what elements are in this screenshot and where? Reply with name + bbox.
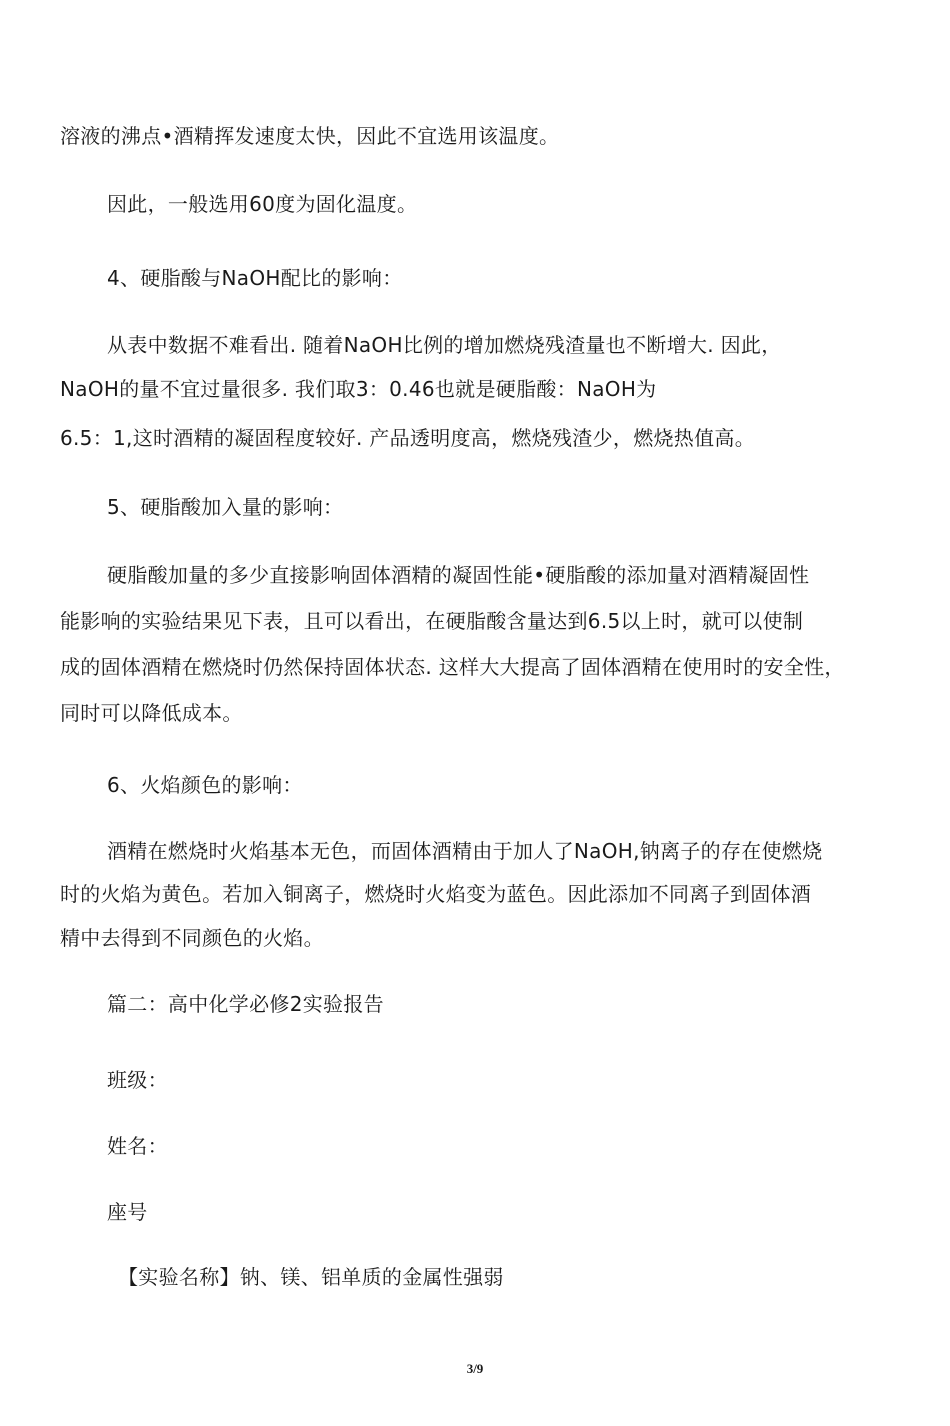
paragraph-line: 溶液的沸点•酒精挥发速度太快，因此不宜选用该温度。: [60, 124, 560, 148]
paragraph-line: NaOH的量不宜过量很多. 我们取3：0.46也就是硬脂酸：NaOH为: [60, 377, 657, 401]
paragraph-line: 同时可以降低成本。: [60, 701, 243, 725]
paragraph-line: 因此，一般选用60度为固化温度。: [107, 192, 418, 216]
section-heading: 4、硬脂酸与NaOH配比的影响：: [107, 266, 403, 290]
part-title: 篇二：高中化学必修2实验报告: [107, 992, 384, 1016]
section-heading: 5、硬脂酸加入量的影响：: [107, 495, 344, 519]
page-number: 3/9: [466, 1361, 484, 1376]
section-heading: 6、火焰颜色的影响：: [107, 773, 303, 797]
paragraph-line: 6.5：1,这时酒精的凝固程度较好. 产品透明度高，燃烧残渣少，燃烧热值高。: [60, 426, 756, 450]
paragraph-line: 从表中数据不难看出. 随着NaOH比例的增加燃烧残渣量也不断增大. 因此，: [107, 333, 782, 357]
seat-number-label: 座号: [107, 1200, 148, 1224]
name-field-label: 姓名：: [107, 1134, 168, 1158]
paragraph-line: 酒精在燃烧时火焰基本无色，而固体酒精由于加人了NaOH,钠离子的存在使燃烧: [107, 839, 823, 863]
paragraph-line: 硬脂酸加量的多少直接影响固体酒精的凝固性能•硬脂酸的添加量对酒精凝固性: [107, 563, 810, 587]
paragraph-line: 精中去得到不同颜色的火焰。: [60, 926, 324, 950]
experiment-name: 【实验名称】钠、镁、铝单质的金属性强弱: [118, 1265, 504, 1289]
paragraph-line: 时的火焰为黄色。若加入铜离子，燃烧时火焰变为蓝色。因此添加不同离子到固体酒: [60, 882, 812, 906]
paragraph-line: 成的固体酒精在燃烧时仍然保持固体状态. 这样大大提高了固体酒精在使用时的安全性，: [60, 655, 845, 679]
class-field-label: 班级：: [107, 1068, 168, 1092]
paragraph-line: 能影响的实验结果见下表，且可以看出，在硬脂酸含量达到6.5以上时，就可以使制: [60, 609, 804, 633]
